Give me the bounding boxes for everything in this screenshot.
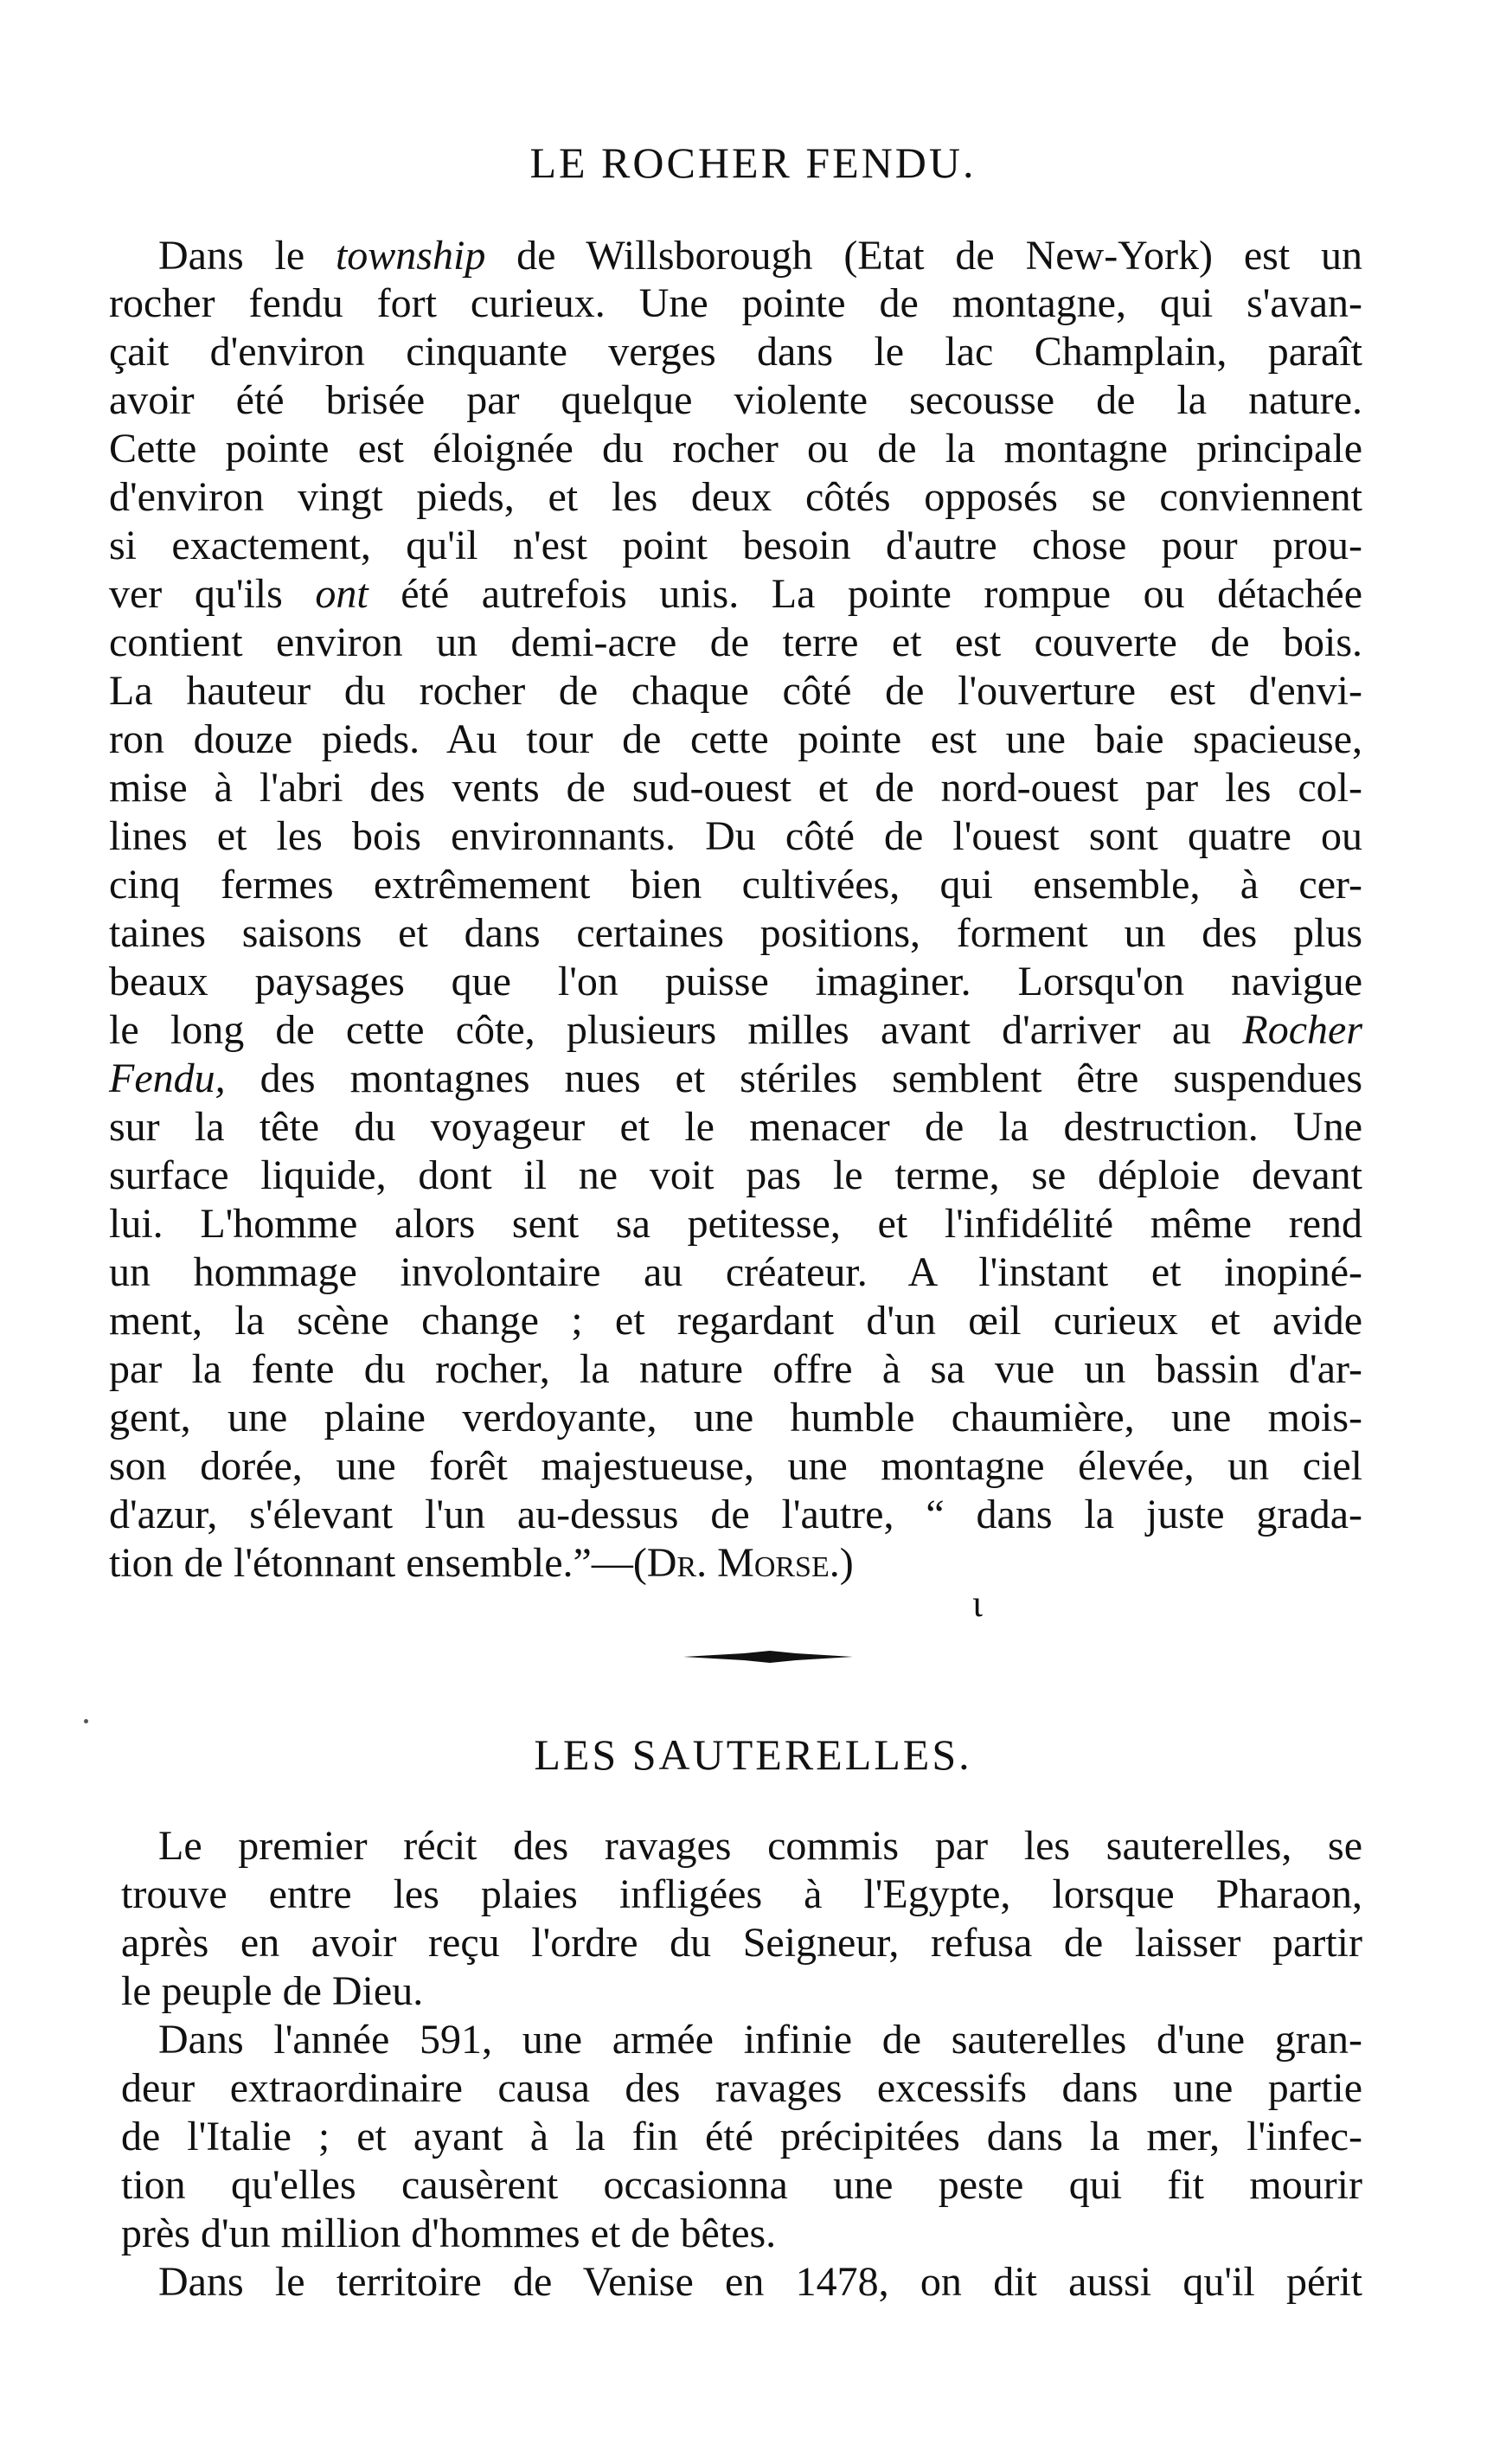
text-line: par la fente du rocher, la nature offre à sa vue un bassin d'ar- (109, 1346, 1362, 1392)
text-line: après en avoir reçu l'ordre du Seigneur, refusa de laisser partir (121, 1920, 1362, 1966)
text-line: sur la tête du voyageur et le menacer de la destruction. Une (109, 1104, 1362, 1150)
text-line: taines saisons et dans certaines positions, forment un des plus (109, 910, 1362, 956)
text-line: Fendu, des montagnes nues et stériles semblent être suspendues (109, 1056, 1362, 1101)
text-line: mise à l'abri des vents de sud-ouest et de nord-ouest par les col- (109, 765, 1362, 811)
section-divider-ornament (683, 1651, 853, 1663)
text-line: le peuple de Dieu. (121, 1968, 424, 2014)
text-line: Dans le township de Willsborough (Etat de New-York) est un (158, 233, 1362, 279)
text-line: Dans l'année 591, une armée infinie de sauterelles d'une gran- (158, 2017, 1362, 2063)
text-line: surface liquide, dont il ne voit pas le terme, se déploie devant (109, 1152, 1362, 1198)
text-line: La hauteur du rocher de chaque côté de l'ouverture est d'envi- (109, 668, 1362, 714)
text-line: ver qu'ils ont été autrefois unis. La pointe rompue ou détachée (109, 571, 1362, 617)
text-line: Dans le territoire de Venise en 1478, on dit aussi qu'il périt (158, 2259, 1362, 2305)
text-line: le long de cette côte, plusieurs milles avant d'arriver au Rocher (109, 1007, 1362, 1053)
text-line: avoir été brisée par quelque violente secousse de la nature. (109, 377, 1362, 423)
section-title-sauterelles: LES SAUTERELLES. (534, 1730, 972, 1779)
text-line: près d'un million d'hommes et de bêtes. (121, 2211, 777, 2256)
text-line: çait d'environ cinquante verges dans le lac Champlain, paraît (109, 329, 1362, 375)
text-line: d'environ vingt pieds, et les deux côtés opposés se conviennent (109, 474, 1362, 520)
text-line: si exactement, qu'il n'est point besoin d'autre chose pour prou- (109, 523, 1362, 568)
text-line: Le premier récit des ravages commis par les sauterelles, se (158, 1823, 1362, 1869)
stray-dot-mark (84, 1719, 88, 1723)
stray-print-mark: ɩ (972, 1582, 983, 1625)
section-title-rocher-fendu: LE ROCHER FENDU. (529, 138, 977, 187)
text-line: tion qu'elles causèrent occasionna une peste qui fit mourir (121, 2162, 1362, 2208)
text-line: un hommage involontaire au créateur. A l'instant et inopiné- (109, 1249, 1362, 1295)
text-line: son dorée, une forêt majestueuse, une montagne élevée, un ciel (109, 1443, 1362, 1489)
text-line: beaux paysages que l'on puisse imaginer. Lorsqu'on navigue (109, 959, 1362, 1004)
text-line: lines et les bois environnants. Du côté de l'ouest sont quatre ou (109, 813, 1362, 859)
text-line: contient environ un demi-acre de terre et est couverte de bois. (109, 619, 1362, 665)
text-line: lui. L'homme alors sent sa petitesse, et l'infidélité même rend (109, 1201, 1362, 1247)
text-line: gent, une plaine verdoyante, une humble chaumière, une mois- (109, 1395, 1362, 1441)
text-line: trouve entre les plaies infligées à l'Egypte, lorsque Pharaon, (121, 1871, 1362, 1917)
text-line: de l'Italie ; et ayant à la fin été précipitées dans la mer, l'infec- (121, 2114, 1362, 2159)
text-line: rocher fendu fort curieux. Une pointe de montagne, qui s'avan- (109, 280, 1362, 326)
text-line: d'azur, s'élevant l'un au-dessus de l'autre, “ dans la juste grada- (109, 1492, 1362, 1537)
text-line: cinq fermes extrêmement bien cultivées, qui ensemble, à cer- (109, 862, 1362, 908)
text-line: tion de l'étonnant ensemble.”—(Dr. Morse.) (109, 1540, 854, 1586)
text-line: ment, la scène change ; et regardant d'un œil curieux et avide (109, 1298, 1362, 1344)
text-line: Cette pointe est éloignée du rocher ou de la montagne principale (109, 426, 1362, 472)
text-line: ron douze pieds. Au tour de cette pointe est une baie spacieuse, (109, 716, 1362, 762)
text-line: deur extraordinaire causa des ravages excessifs dans une partie (121, 2065, 1362, 2111)
